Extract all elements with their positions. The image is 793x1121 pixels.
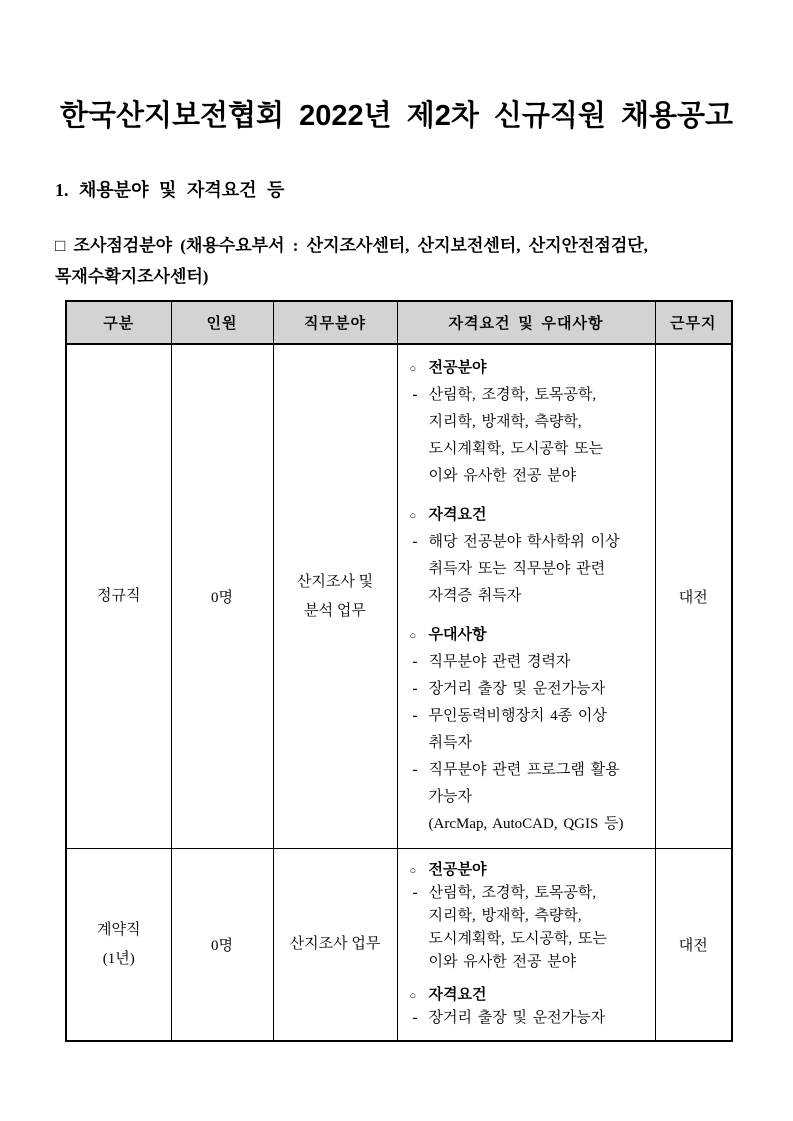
cell-category — [66, 344, 171, 849]
section-1-heading: 1. 채용분야 및 자격요건 등 — [55, 180, 285, 200]
requirement-text: 도시계획학, 도시공학 또는 — [428, 441, 604, 457]
requirement-text: 장거리 출장 및 운전가능자 — [428, 1010, 606, 1026]
requirement-line — [404, 703, 649, 730]
requirement-line — [404, 905, 649, 928]
dash-bullet-icon: - — [412, 708, 418, 724]
requirement-line — [404, 951, 649, 974]
cell-duty — [273, 344, 397, 849]
recruitment-table — [65, 300, 733, 1042]
requirement-text: 직무분야 관련 프로그램 활용 — [428, 762, 620, 778]
requirement-text: 산림학, 조경학, 토목공학, — [428, 885, 597, 901]
cell-requirements — [397, 344, 655, 849]
requirement-text: 취득자 — [428, 735, 472, 751]
requirement-text: 직무분야 관련 경력자 — [428, 654, 571, 670]
requirement-line — [404, 1007, 649, 1030]
dash-bullet-icon: - — [412, 1010, 418, 1026]
requirement-text: 지리학, 방재학, 측량학, — [428, 908, 582, 924]
requirement-text: 자격요건 — [428, 507, 487, 523]
requirement-text: (ArcMap, AutoCAD, QGIS 등) — [428, 816, 624, 832]
requirement-text: 도시계획학, 도시공학, 또는 — [428, 931, 607, 947]
column-header-duty: 직무분야 — [273, 301, 397, 344]
requirement-text: 무인동력비행장치 4종 이상 — [428, 708, 607, 724]
requirement-line — [404, 757, 649, 784]
circle-bullet-icon: ○ — [409, 510, 417, 522]
circle-bullet-icon: ○ — [409, 990, 417, 1002]
text-line: 산지조사 업무 — [289, 936, 381, 952]
requirement-heading — [404, 984, 649, 1007]
circle-bullet-icon: ○ — [409, 865, 417, 877]
dash-bullet-icon: - — [412, 654, 418, 670]
dash-bullet-icon: - — [412, 762, 418, 778]
table-row-regular-position — [66, 344, 732, 849]
text-line: □ 조사점검분야 (채용수요부서 : 산지조사센터, 산지보전센터, 산지안전점검단, — [55, 236, 648, 255]
requirement-text: 지리학, 방재학, 측량학, — [428, 414, 582, 430]
requirement-line — [404, 529, 649, 556]
dash-bullet-icon: - — [412, 885, 418, 901]
cell-headcount: 0명 — [171, 344, 273, 849]
requirement-text: 취득자 또는 직무분야 관련 — [428, 561, 606, 577]
requirement-heading — [404, 622, 649, 649]
requirement-text: 전공분야 — [428, 862, 487, 878]
requirement-heading — [404, 355, 649, 382]
requirement-text: 자격증 취득자 — [428, 588, 522, 604]
cell-location: 대전 — [655, 344, 732, 849]
requirement-heading — [404, 502, 649, 529]
cell-duty — [273, 849, 397, 1042]
requirement-text: 해당 전공분야 학사학위 이상 — [428, 534, 620, 550]
requirement-text: 우대사항 — [428, 627, 487, 643]
column-header-location: 근무지 — [655, 301, 732, 344]
table-row-contract-position — [66, 849, 732, 1042]
requirement-line — [404, 649, 649, 676]
subsection-survey-inspection-field — [55, 230, 738, 292]
column-header-requirements: 자격요건 및 우대사항 — [397, 301, 655, 344]
requirement-line — [404, 436, 649, 463]
cell-category — [66, 849, 171, 1042]
requirement-line — [404, 784, 649, 811]
requirement-text: 전공분야 — [428, 360, 487, 376]
requirement-line — [404, 463, 649, 490]
text-line: 목재수확지조사센터) — [55, 267, 209, 286]
requirement-line — [404, 730, 649, 757]
column-header-headcount: 인원 — [171, 301, 273, 344]
requirement-heading — [404, 859, 649, 882]
document-title: 한국산지보전협회 2022년 제2차 신규직원 채용공고 — [59, 100, 734, 132]
dash-bullet-icon: - — [412, 534, 418, 550]
requirement-line — [404, 382, 649, 409]
text-line: (1년) — [102, 950, 135, 967]
dash-bullet-icon: - — [412, 681, 418, 697]
requirement-line — [404, 556, 649, 583]
requirement-line — [404, 409, 649, 436]
requirement-text: 이와 유사한 전공 분야 — [428, 468, 577, 484]
text-line: 계약직 — [97, 921, 141, 938]
cell-location: 대전 — [655, 849, 732, 1042]
text-line: 정규직 — [97, 588, 141, 604]
requirement-line — [404, 928, 649, 951]
circle-bullet-icon: ○ — [409, 630, 417, 642]
requirement-text: 산림학, 조경학, 토목공학, — [428, 387, 597, 403]
cell-headcount: 0명 — [171, 849, 273, 1042]
text-line: 분석 업무 — [304, 602, 366, 619]
requirement-line — [404, 583, 649, 610]
circle-bullet-icon: ○ — [409, 363, 417, 375]
requirement-text: 가능자 — [428, 789, 472, 805]
column-header-category: 구분 — [66, 301, 171, 344]
requirement-text: 이와 유사한 전공 분야 — [428, 954, 577, 970]
requirement-line — [404, 676, 649, 703]
requirement-text: 장거리 출장 및 운전가능자 — [428, 681, 606, 697]
text-line: 산지조사 및 — [296, 573, 374, 590]
cell-requirements — [397, 849, 655, 1042]
requirement-text: 자격요건 — [428, 987, 487, 1003]
dash-bullet-icon: - — [412, 387, 418, 403]
requirement-line — [404, 882, 649, 905]
table-header-row — [66, 301, 732, 344]
requirement-line — [404, 811, 649, 838]
